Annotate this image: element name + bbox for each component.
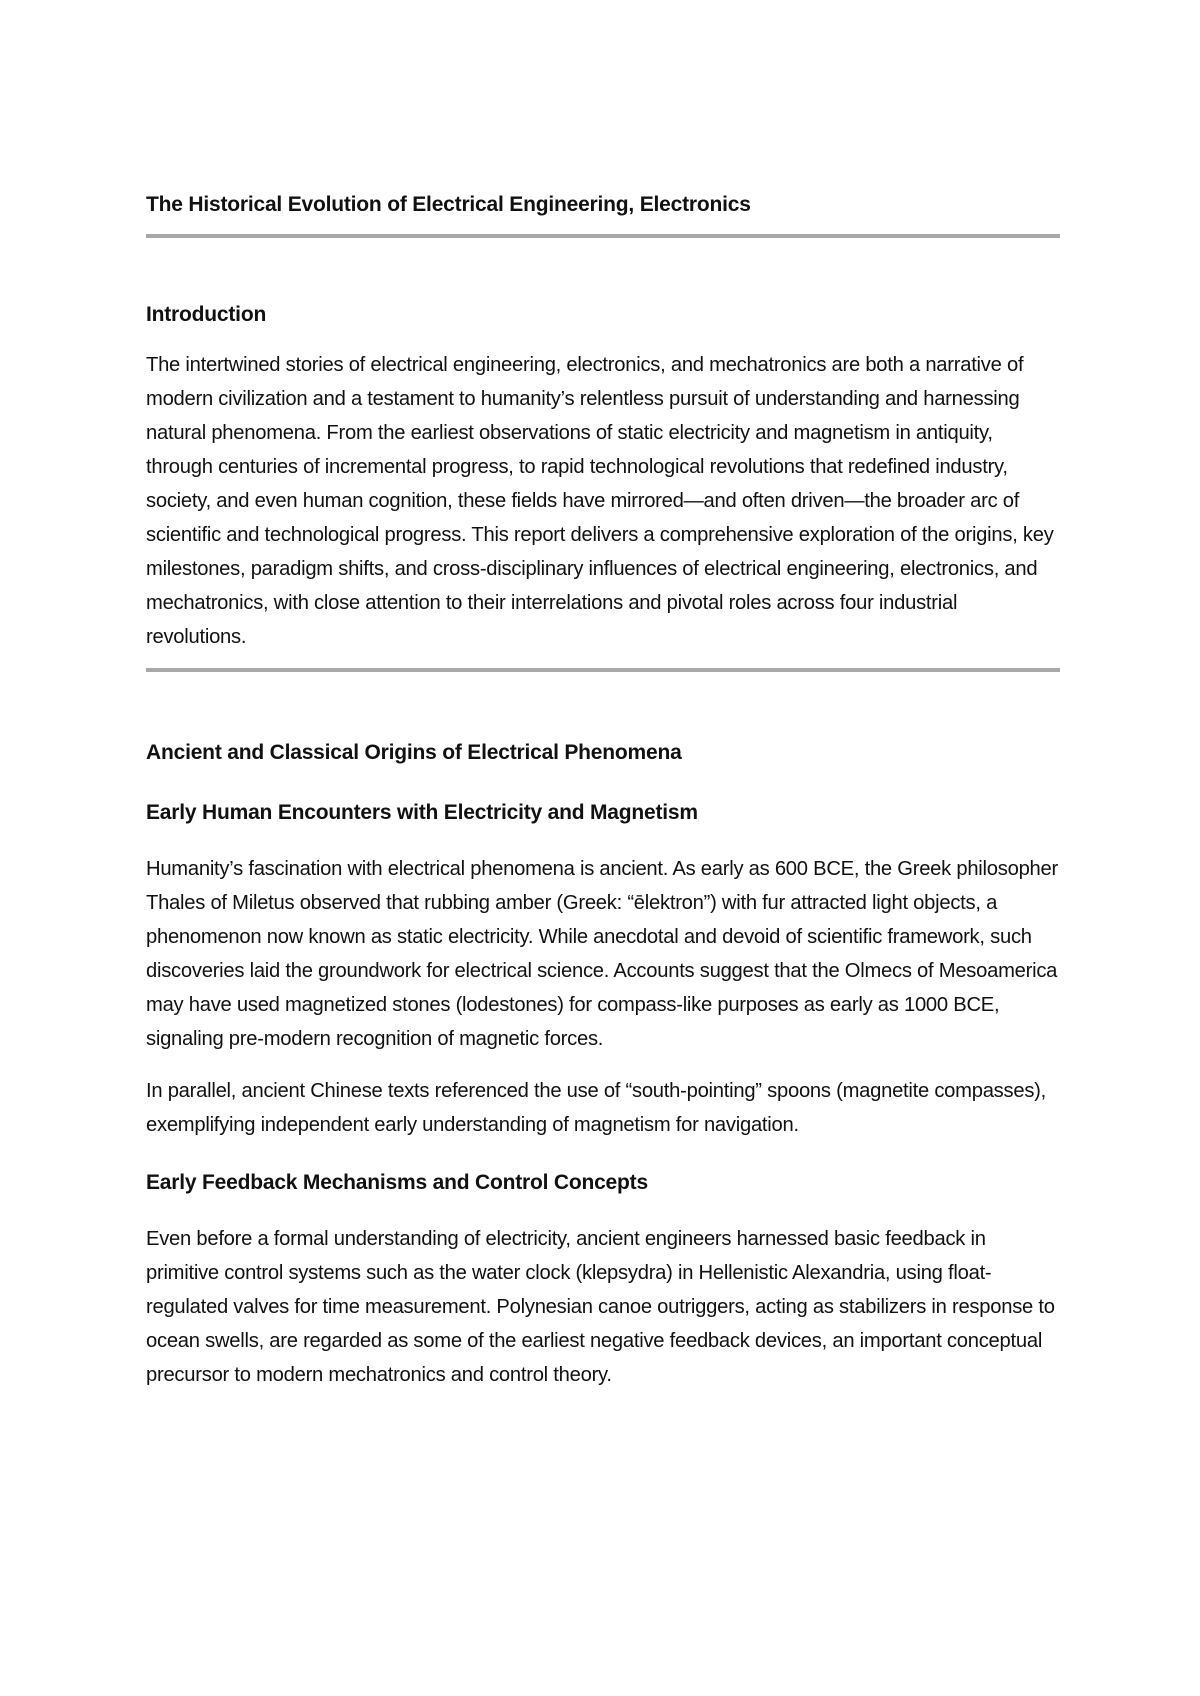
introduction-divider: [146, 668, 1060, 672]
subsection-heading-feedback-mechanisms: Early Feedback Mechanisms and Control Concepts: [146, 1171, 648, 1194]
introduction-heading: Introduction: [146, 303, 267, 326]
introduction-paragraph: The intertwined stories of electrical engineering, electronics, and mechatronics are both a narrative of modern civilization and a testament to humanity’s relentless pursuit of understanding and harnessing natural phenomena. From the earliest observations of static electricity and magnetism in antiquity, through centuries of incremental progress, to rapid technological revolutions that redefined industry, society, and even human cognition, these fields have mirrored—and often driven—the broader arc of scientific and technological progress. This report delivers a comprehensive exploration of the origins, key milestones, paradigm shifts, and cross-disciplinary influences of electrical engineering, electronics, and mechatronics, with close attention to their interrelations and pivotal roles across four industrial revolutions.: [146, 354, 1054, 648]
document-page: [146, 190, 1060, 1392]
title-divider: [146, 234, 1060, 238]
paragraph-early-encounters-2: In parallel, ancient Chinese texts referenced the use of “south-pointing” spoons (magnetite compasses), exemplifying independent early understanding of magnetism for navigation.: [146, 1080, 1047, 1136]
subsection-heading-early-encounters: Early Human Encounters with Electricity and Magnetism: [146, 801, 698, 824]
document-title: The Historical Evolution of Electrical Engineering, Electronics: [146, 193, 751, 216]
paragraph-early-encounters-1: Humanity’s fascination with electrical phenomena is ancient. As early as 600 BCE, the Greek philosopher Thales of Miletus observed that rubbing amber (Greek: “ēlektron”) with fur attracted light objects, a phenomenon now known as static electricity. While anecdotal and devoid of scientific framework, such discoveries laid the groundwork for electrical science. Accounts suggest that the Olmecs of Mesoamerica may have used magnetized stones (lodestones) for compass-like purposes as early as 1000 BCE, signaling pre-modern recognition of magnetic forces.: [146, 858, 1058, 1050]
paragraph-feedback-mechanisms: Even before a formal understanding of electricity, ancient engineers harnessed basic feedback in primitive control systems such as the water clock (klepsydra) in Hellenistic Alexandria, using float-regulated valves for time measurement. Polynesian canoe outriggers, acting as stabilizers in response to ocean swells, are regarded as some of the earliest negative feedback devices, an important conceptual precursor to modern mechatronics and control theory.: [146, 1228, 1055, 1386]
section-heading-ancient-origins: Ancient and Classical Origins of Electrical Phenomena: [146, 741, 682, 764]
